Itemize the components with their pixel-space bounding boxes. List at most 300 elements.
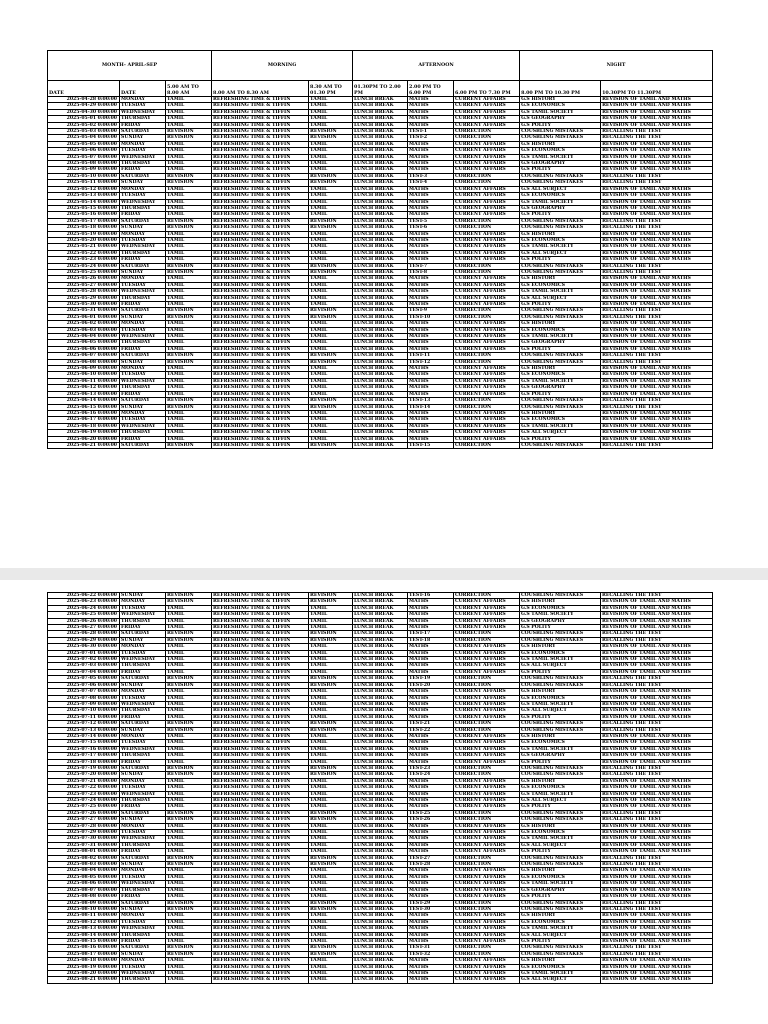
table-cell: TEST-2 xyxy=(408,135,454,141)
table-cell: TAMIL xyxy=(166,148,212,154)
table-cell: REVISION xyxy=(166,810,212,816)
table-cell: CURRENT AFFAIRS xyxy=(454,161,520,167)
table-cell: REVISION xyxy=(166,855,212,861)
table-cell: TAMIL xyxy=(166,887,212,893)
table-cell: CURRENT AFFAIRS xyxy=(454,199,520,205)
table-cell: REFRESHING TIME & TIFFIN xyxy=(212,727,309,733)
table-cell: TAMIL xyxy=(166,874,212,880)
table-cell: REVISION OF TAMIL AND MATHS xyxy=(601,302,713,308)
table-cell: TUESDAY xyxy=(120,650,166,656)
table-cell: RECALLING THE TEST xyxy=(601,263,713,269)
table-cell: LUNCH BREAK xyxy=(353,657,408,663)
table-cell: 2025-08-12 0:00:00 xyxy=(48,919,120,925)
schedule-table-page-1 xyxy=(47,50,713,449)
table-cell: REVISION OF TAMIL AND MATHS xyxy=(601,913,713,919)
table-cell: TAMIL xyxy=(309,970,353,976)
table-cell: G.S HISTORY xyxy=(520,689,601,695)
table-cell: REFRESHING TIME & TIFFIN xyxy=(212,733,309,739)
table-cell: TAMIL xyxy=(309,417,353,423)
table-cell: G.S ECONOMICS xyxy=(520,282,601,288)
table-row xyxy=(48,798,713,804)
table-cell: MONDAY xyxy=(120,913,166,919)
table-cell: REFRESHING TIME & TIFFIN xyxy=(212,378,309,384)
table-cell: THURSDAY xyxy=(120,798,166,804)
table-row xyxy=(48,765,713,771)
table-cell: REVISION xyxy=(166,129,212,135)
table-cell: CURRENT AFFAIRS xyxy=(454,759,520,765)
table-cell: TAMIL xyxy=(309,701,353,707)
table-cell: CURRENT AFFAIRS xyxy=(454,644,520,650)
table-cell: TEST-27 xyxy=(408,855,454,861)
table-cell: 2025-07-08 0:00:00 xyxy=(48,695,120,701)
table-cell: G.S HISTORY xyxy=(520,778,601,784)
table-cell: TAMIL xyxy=(309,926,353,932)
table-cell: REFRESHING TIME & TIFFIN xyxy=(212,778,309,784)
table-cell: 2025-05-06 0:00:00 xyxy=(48,148,120,154)
table-cell: 2025-05-17 0:00:00 xyxy=(48,218,120,224)
table-cell: G.S ECONOMICS xyxy=(520,605,601,611)
table-cell: CURRENT AFFAIRS xyxy=(454,340,520,346)
table-cell: THURSDAY xyxy=(120,663,166,669)
table-cell: SUNDAY xyxy=(120,225,166,231)
table-cell: MATHS xyxy=(408,295,454,301)
table-cell: G.S TAMIL SOCIETY xyxy=(520,423,601,429)
table-cell: SATURDAY xyxy=(120,353,166,359)
table-cell: COUSBLING MISTAKES xyxy=(520,951,601,957)
table-cell: REFRESHING TIME & TIFFIN xyxy=(212,212,309,218)
table-cell: REVISION OF TAMIL AND MATHS xyxy=(601,964,713,970)
table-cell: REVISION OF TAMIL AND MATHS xyxy=(601,701,713,707)
table-cell: COUSBLING MISTAKES xyxy=(520,817,601,823)
table-cell: CURRENT AFFAIRS xyxy=(454,109,520,115)
table-cell: MONDAY xyxy=(120,733,166,739)
table-cell: REVISION OF TAMIL AND MATHS xyxy=(601,970,713,976)
table-cell: LUNCH BREAK xyxy=(353,913,408,919)
table-cell: G.S POLITY xyxy=(520,302,601,308)
table-cell: SUNDAY xyxy=(120,682,166,688)
table-cell: REFRESHING TIME & TIFFIN xyxy=(212,225,309,231)
table-cell: REFRESHING TIME & TIFFIN xyxy=(212,926,309,932)
table-cell: MATHS xyxy=(408,695,454,701)
table-cell: REVISION xyxy=(309,263,353,269)
column-header: DATE xyxy=(120,81,166,97)
table-cell: THURSDAY xyxy=(120,430,166,436)
table-cell: TAMIL xyxy=(309,372,353,378)
table-cell: 2025-07-25 0:00:00 xyxy=(48,804,120,810)
table-cell: REVISION OF TAMIL AND MATHS xyxy=(601,116,713,122)
table-row xyxy=(48,970,713,976)
table-cell: LUNCH BREAK xyxy=(353,701,408,707)
table-cell: REVISION xyxy=(166,727,212,733)
table-cell: TAMIL xyxy=(309,250,353,256)
table-cell: REFRESHING TIME & TIFFIN xyxy=(212,772,309,778)
table-cell: REFRESHING TIME & TIFFIN xyxy=(212,836,309,842)
table-cell: TAMIL xyxy=(309,913,353,919)
table-cell: MATHS xyxy=(408,430,454,436)
table-cell: CURRENT AFFAIRS xyxy=(454,302,520,308)
table-cell: REVISION xyxy=(166,218,212,224)
table-cell: TAMIL xyxy=(166,785,212,791)
table-cell: REVISION OF TAMIL AND MATHS xyxy=(601,295,713,301)
table-row xyxy=(48,887,713,893)
table-cell: CORRECTION xyxy=(454,398,520,404)
table-cell: G.S TAMIL SOCIETY xyxy=(520,199,601,205)
table-cell: MATHS xyxy=(408,708,454,714)
table-cell: TAMIL xyxy=(309,199,353,205)
table-cell: LUNCH BREAK xyxy=(353,97,408,103)
table-cell: REFRESHING TIME & TIFFIN xyxy=(212,237,309,243)
table-row xyxy=(48,308,713,314)
table-cell: CURRENT AFFAIRS xyxy=(454,887,520,893)
table-cell: REFRESHING TIME & TIFFIN xyxy=(212,881,309,887)
table-cell: REVISION OF TAMIL AND MATHS xyxy=(601,199,713,205)
table-cell: TAMIL xyxy=(166,868,212,874)
table-cell: 2025-07-21 0:00:00 xyxy=(48,778,120,784)
table-cell: TAMIL xyxy=(166,977,212,983)
table-row xyxy=(48,129,713,135)
table-cell: MATHS xyxy=(408,644,454,650)
table-cell: COUSBLING MISTAKES xyxy=(520,945,601,951)
table-cell: COUSBLING MISTAKES xyxy=(520,135,601,141)
table-cell: REVISION OF TAMIL AND MATHS xyxy=(601,410,713,416)
table-cell: CORRECTION xyxy=(454,269,520,275)
table-cell: REFRESHING TIME & TIFFIN xyxy=(212,353,309,359)
table-cell: 2025-07-04 0:00:00 xyxy=(48,669,120,675)
table-cell: TAMIL xyxy=(166,849,212,855)
table-cell: THURSDAY xyxy=(120,250,166,256)
table-cell: LUNCH BREAK xyxy=(353,372,408,378)
table-cell: CURRENT AFFAIRS xyxy=(454,778,520,784)
table-cell: LUNCH BREAK xyxy=(353,823,408,829)
table-cell: CURRENT AFFAIRS xyxy=(454,231,520,237)
table-cell: TAMIL xyxy=(309,205,353,211)
table-cell: G.S POLITY xyxy=(520,625,601,631)
table-cell: TEST-3 xyxy=(408,173,454,179)
column-header: 6.00 PM TO 7.30 PM xyxy=(454,81,520,97)
table-cell: TAMIL xyxy=(309,874,353,880)
table-cell: REFRESHING TIME & TIFFIN xyxy=(212,945,309,951)
table-row xyxy=(48,855,713,861)
table-cell: SATURDAY xyxy=(120,442,166,448)
table-cell: CURRENT AFFAIRS xyxy=(454,669,520,675)
table-cell: REFRESHING TIME & TIFFIN xyxy=(212,682,309,688)
table-cell: TEST-22 xyxy=(408,727,454,733)
table-cell: MATHS xyxy=(408,612,454,618)
table-row xyxy=(48,154,713,160)
table-cell: 2025-08-18 0:00:00 xyxy=(48,958,120,964)
table-cell: MATHS xyxy=(408,753,454,759)
table-cell: TAMIL xyxy=(309,436,353,442)
table-cell: LUNCH BREAK xyxy=(353,442,408,448)
table-cell: COUSBLING MISTAKES xyxy=(520,173,601,179)
table-cell: REFRESHING TIME & TIFFIN xyxy=(212,868,309,874)
table-cell: TAMIL xyxy=(166,605,212,611)
table-cell: RECALLING THE TEST xyxy=(601,442,713,448)
table-cell: REVISION OF TAMIL AND MATHS xyxy=(601,695,713,701)
table-cell: LUNCH BREAK xyxy=(353,237,408,243)
table-cell: COUSBLING MISTAKES xyxy=(520,631,601,637)
schedule-body-page-2 xyxy=(48,593,713,984)
table-cell: G.S GEOGRAPHY xyxy=(520,618,601,624)
table-cell: 2025-04-29 0:00:00 xyxy=(48,103,120,109)
table-cell: COUSBLING MISTAKES xyxy=(520,765,601,771)
table-cell: REFRESHING TIME & TIFFIN xyxy=(212,753,309,759)
table-cell: REFRESHING TIME & TIFFIN xyxy=(212,618,309,624)
table-cell: WEDNESDAY xyxy=(120,746,166,752)
table-cell: LUNCH BREAK xyxy=(353,644,408,650)
table-cell: TAMIL xyxy=(166,327,212,333)
table-cell: WEDNESDAY xyxy=(120,881,166,887)
table-cell: G.S GEOGRAPHY xyxy=(520,887,601,893)
table-cell: WEDNESDAY xyxy=(120,334,166,340)
table-cell: SATURDAY xyxy=(120,721,166,727)
table-cell: REFRESHING TIME & TIFFIN xyxy=(212,186,309,192)
table-cell: REVISION xyxy=(309,353,353,359)
table-cell: 2025-05-30 0:00:00 xyxy=(48,302,120,308)
table-cell: MATHS xyxy=(408,759,454,765)
table-cell: REVISION OF TAMIL AND MATHS xyxy=(601,887,713,893)
table-cell: RECALLING THE TEST xyxy=(601,765,713,771)
table-cell: RECALLING THE TEST xyxy=(601,314,713,320)
table-cell: REVISION OF TAMIL AND MATHS xyxy=(601,372,713,378)
table-row xyxy=(48,353,713,359)
table-cell: TEST-28 xyxy=(408,862,454,868)
table-cell: TAMIL xyxy=(166,295,212,301)
table-cell: REVISION xyxy=(309,442,353,448)
table-cell: REVISION xyxy=(309,906,353,912)
table-cell: MATHS xyxy=(408,746,454,752)
table-cell: 2025-05-16 0:00:00 xyxy=(48,212,120,218)
table-cell: REVISION OF TAMIL AND MATHS xyxy=(601,894,713,900)
table-cell: SUNDAY xyxy=(120,359,166,365)
table-cell: 2025-06-16 0:00:00 xyxy=(48,410,120,416)
table-cell: REFRESHING TIME & TIFFIN xyxy=(212,346,309,352)
table-cell: TAMIL xyxy=(166,894,212,900)
table-cell: REFRESHING TIME & TIFFIN xyxy=(212,334,309,340)
table-cell: LUNCH BREAK xyxy=(353,900,408,906)
table-cell: 2025-07-31 0:00:00 xyxy=(48,842,120,848)
table-cell: RECALLING THE TEST xyxy=(601,727,713,733)
table-cell: 2025-05-04 0:00:00 xyxy=(48,135,120,141)
table-cell: TAMIL xyxy=(166,385,212,391)
table-cell: REFRESHING TIME & TIFFIN xyxy=(212,385,309,391)
table-cell: 2025-07-15 0:00:00 xyxy=(48,740,120,746)
table-cell: REFRESHING TIME & TIFFIN xyxy=(212,849,309,855)
table-cell: G.S GEOGRAPHY xyxy=(520,753,601,759)
table-cell: TEST-14 xyxy=(408,404,454,410)
table-cell: COUSBLING MISTAKES xyxy=(520,359,601,365)
table-cell: TAMIL xyxy=(166,122,212,128)
table-cell: MATHS xyxy=(408,842,454,848)
table-cell: CURRENT AFFAIRS xyxy=(454,650,520,656)
table-cell: TAMIL xyxy=(166,964,212,970)
table-cell: REFRESHING TIME & TIFFIN xyxy=(212,148,309,154)
table-cell: COUSBLING MISTAKES xyxy=(520,772,601,778)
table-cell: TAMIL xyxy=(309,695,353,701)
table-cell: REVISION OF TAMIL AND MATHS xyxy=(601,193,713,199)
table-cell: 2025-04-30 0:00:00 xyxy=(48,109,120,115)
table-cell: THURSDAY xyxy=(120,753,166,759)
table-cell: RECALLING THE TEST xyxy=(601,682,713,688)
table-cell: G.S ALL SUBJECT xyxy=(520,186,601,192)
table-row xyxy=(48,618,713,624)
table-cell: REVISION OF TAMIL AND MATHS xyxy=(601,881,713,887)
table-cell: THURSDAY xyxy=(120,295,166,301)
table-row xyxy=(48,977,713,983)
table-cell: REVISION xyxy=(309,218,353,224)
table-cell: TAMIL xyxy=(166,644,212,650)
table-cell: G.S GEOGRAPHY xyxy=(520,116,601,122)
table-cell: 2025-08-06 0:00:00 xyxy=(48,881,120,887)
table-cell: LUNCH BREAK xyxy=(353,817,408,823)
table-cell: LUNCH BREAK xyxy=(353,868,408,874)
table-cell: MATHS xyxy=(408,97,454,103)
table-cell: CURRENT AFFAIRS xyxy=(454,212,520,218)
table-cell: TAMIL xyxy=(309,116,353,122)
table-cell: CURRENT AFFAIRS xyxy=(454,701,520,707)
table-cell: G.S POLITY xyxy=(520,938,601,944)
table-cell: LUNCH BREAK xyxy=(353,932,408,938)
table-cell: REVISION xyxy=(309,810,353,816)
table-cell: MATHS xyxy=(408,116,454,122)
table-cell: SATURDAY xyxy=(120,631,166,637)
table-cell: G.S HISTORY xyxy=(520,913,601,919)
table-cell: 2025-06-09 0:00:00 xyxy=(48,366,120,372)
table-cell: TAMIL xyxy=(309,625,353,631)
table-cell: CURRENT AFFAIRS xyxy=(454,798,520,804)
table-cell: TAMIL xyxy=(309,836,353,842)
table-cell: TAMIL xyxy=(309,778,353,784)
table-cell: REVISION xyxy=(166,404,212,410)
table-cell: WEDNESDAY xyxy=(120,836,166,842)
table-cell: MATHS xyxy=(408,167,454,173)
table-cell: CURRENT AFFAIRS xyxy=(454,618,520,624)
table-cell: MATHS xyxy=(408,791,454,797)
table-cell: REFRESHING TIME & TIFFIN xyxy=(212,887,309,893)
table-cell: LUNCH BREAK xyxy=(353,327,408,333)
table-cell: COUSBLING MISTAKES xyxy=(520,308,601,314)
table-cell: LUNCH BREAK xyxy=(353,295,408,301)
table-cell: CORRECTION xyxy=(454,810,520,816)
table-cell: LUNCH BREAK xyxy=(353,199,408,205)
table-cell: 2025-05-03 0:00:00 xyxy=(48,129,120,135)
table-cell: TAMIL xyxy=(309,334,353,340)
table-cell: REVISION OF TAMIL AND MATHS xyxy=(601,186,713,192)
table-cell: 2025-07-07 0:00:00 xyxy=(48,689,120,695)
table-cell: REVISION xyxy=(309,951,353,957)
column-header: 5.00 AM TO 8.00 AM xyxy=(166,81,212,97)
table-cell: MONDAY xyxy=(120,823,166,829)
table-cell: MATHS xyxy=(408,657,454,663)
table-cell: CORRECTION xyxy=(454,900,520,906)
table-cell: CORRECTION xyxy=(454,218,520,224)
table-cell: G.S HISTORY xyxy=(520,868,601,874)
table-cell: MONDAY xyxy=(120,366,166,372)
table-cell: MONDAY xyxy=(120,958,166,964)
table-cell: 2025-05-20 0:00:00 xyxy=(48,237,120,243)
table-cell: LUNCH BREAK xyxy=(353,269,408,275)
table-cell: G.S HISTORY xyxy=(520,97,601,103)
table-cell: 2025-08-21 0:00:00 xyxy=(48,977,120,983)
table-cell: REFRESHING TIME & TIFFIN xyxy=(212,154,309,160)
table-cell: LUNCH BREAK xyxy=(353,970,408,976)
table-cell: REVISION OF TAMIL AND MATHS xyxy=(601,237,713,243)
table-cell: REFRESHING TIME & TIFFIN xyxy=(212,116,309,122)
table-cell: TEST-15 xyxy=(408,442,454,448)
table-cell: TAMIL xyxy=(309,746,353,752)
table-cell: TAMIL xyxy=(166,836,212,842)
table-cell: REVISION OF TAMIL AND MATHS xyxy=(601,874,713,880)
table-cell: REVISION OF TAMIL AND MATHS xyxy=(601,836,713,842)
table-cell: MATHS xyxy=(408,436,454,442)
table-row xyxy=(48,244,713,250)
table-cell: TAMIL xyxy=(166,193,212,199)
table-cell: CORRECTION xyxy=(454,308,520,314)
table-cell: MATHS xyxy=(408,205,454,211)
table-cell: SUNDAY xyxy=(120,727,166,733)
table-cell: CURRENT AFFAIRS xyxy=(454,430,520,436)
table-cell: REVISION OF TAMIL AND MATHS xyxy=(601,759,713,765)
table-cell: 2025-05-23 0:00:00 xyxy=(48,257,120,263)
table-cell: COUSBLING MISTAKES xyxy=(520,269,601,275)
table-cell: REVISION xyxy=(166,442,212,448)
table-cell: REVISION OF TAMIL AND MATHS xyxy=(601,689,713,695)
table-cell: REVISION xyxy=(166,173,212,179)
table-cell: TAMIL xyxy=(166,701,212,707)
table-cell: MATHS xyxy=(408,785,454,791)
table-cell: 2025-04-28 0:00:00 xyxy=(48,97,120,103)
table-cell: TEST-10 xyxy=(408,314,454,320)
table-cell: 2025-07-29 0:00:00 xyxy=(48,830,120,836)
table-cell: LUNCH BREAK xyxy=(353,129,408,135)
table-cell: REVISION xyxy=(309,637,353,643)
table-cell: LUNCH BREAK xyxy=(353,109,408,115)
table-cell: TAMIL xyxy=(309,327,353,333)
table-cell: THURSDAY xyxy=(120,161,166,167)
table-cell: REVISION xyxy=(166,721,212,727)
table-cell: TAMIL xyxy=(166,410,212,416)
table-cell: 2025-06-20 0:00:00 xyxy=(48,436,120,442)
table-cell: LUNCH BREAK xyxy=(353,231,408,237)
table-cell: LUNCH BREAK xyxy=(353,257,408,263)
table-cell: G.S ALL SUBJECT xyxy=(520,708,601,714)
table-cell: CURRENT AFFAIRS xyxy=(454,932,520,938)
table-cell: REFRESHING TIME & TIFFIN xyxy=(212,321,309,327)
table-cell: REVISION OF TAMIL AND MATHS xyxy=(601,321,713,327)
table-row xyxy=(48,378,713,384)
table-cell: G.S ALL SUBJECT xyxy=(520,798,601,804)
table-cell: LUNCH BREAK xyxy=(353,926,408,932)
table-cell: REFRESHING TIME & TIFFIN xyxy=(212,830,309,836)
table-cell: TAMIL xyxy=(166,714,212,720)
table-cell: CORRECTION xyxy=(454,359,520,365)
table-cell: REVISION OF TAMIL AND MATHS xyxy=(601,109,713,115)
table-cell: G.S HISTORY xyxy=(520,366,601,372)
table-cell: LUNCH BREAK xyxy=(353,359,408,365)
table-cell: SATURDAY xyxy=(120,263,166,269)
table-cell: LUNCH BREAK xyxy=(353,180,408,186)
table-cell: G.S TAMIL SOCIETY xyxy=(520,154,601,160)
table-cell: COUSBLING MISTAKES xyxy=(520,637,601,643)
table-cell: TEST-32 xyxy=(408,951,454,957)
table-cell: TAMIL xyxy=(309,385,353,391)
table-cell: RECALLING THE TEST xyxy=(601,218,713,224)
table-cell: TAMIL xyxy=(309,849,353,855)
table-cell: 2025-07-17 0:00:00 xyxy=(48,753,120,759)
table-cell: LUNCH BREAK xyxy=(353,605,408,611)
table-cell: REVISION xyxy=(166,676,212,682)
table-cell: CURRENT AFFAIRS xyxy=(454,599,520,605)
